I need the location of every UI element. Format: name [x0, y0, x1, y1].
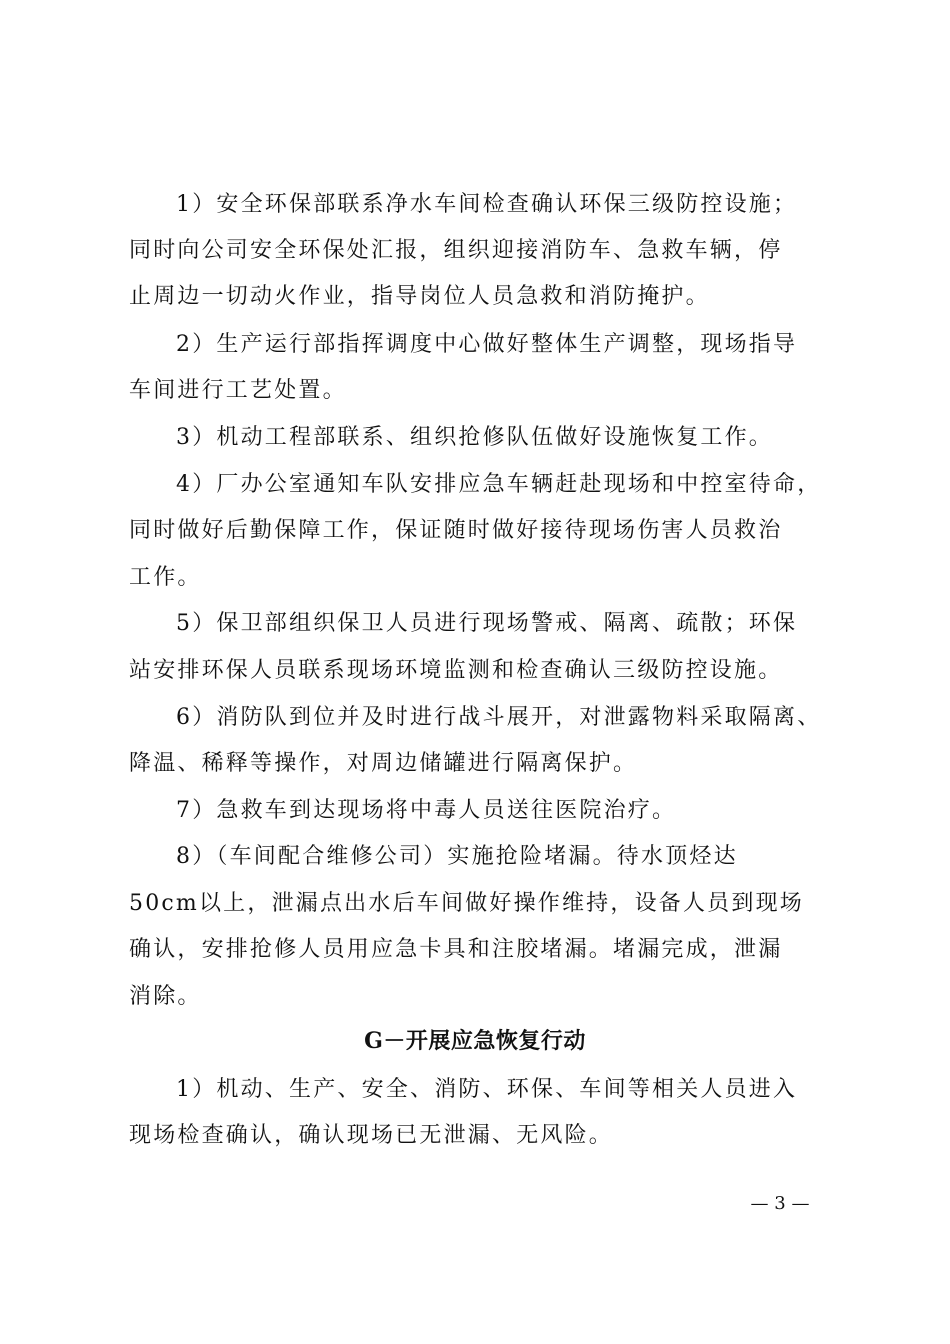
- item-6-line-1: 6）消防队到位并及时进行战斗展开，对泄露物料采取隔离、: [176, 705, 822, 730]
- item-8-line-3: 确认，安排抢修人员用应急卡具和注胶堵漏。堵漏完成，泄漏: [129, 937, 783, 962]
- item-8-line-4: 消除。: [129, 984, 202, 1009]
- item-2-line-1: 2）生产运行部指挥调度中心做好整体生产调整，现场指导: [176, 332, 798, 357]
- item-3-line-1: 3）机动工程部联系、组织抢修队伍做好设施恢复工作。: [176, 425, 773, 450]
- item-1-line-1: 1）安全环保部联系净水车间检查确认环保三级防控设施；: [176, 192, 798, 217]
- section-g-heading: G－开展应急恢复行动: [364, 1028, 586, 1054]
- item-4-line-2: 同时做好后勤保障工作，保证随时做好接待现场伤害人员救治: [129, 518, 783, 543]
- item-1-line-3: 止周边一切动火作业，指导岗位人员急救和消防掩护。: [129, 284, 710, 309]
- page-number: — 3 —: [750, 1193, 810, 1214]
- item-1-line-2: 同时向公司安全环保处汇报，组织迎接消防车、急救车辆，停: [129, 238, 783, 263]
- g-item-1-line-1: 1）机动、生产、安全、消防、环保、车间等相关人员进入: [176, 1077, 798, 1102]
- item-7-line-1: 7）急救车到达现场将中毒人员送往医院治疗。: [176, 798, 677, 823]
- item-5-line-2: 站安排环保人员联系现场环境监测和检查确认三级防控设施。: [129, 658, 783, 683]
- item-2-line-2: 车间进行工艺处置。: [129, 378, 347, 403]
- item-8-line-1: 8）（车间配合维修公司）实施抢险堵漏。待水顶烃达: [176, 844, 738, 869]
- item-4-line-1: 4）厂办公室通知车队安排应急车辆赶赴现场和中控室待命，: [176, 472, 822, 497]
- g-item-1-line-2: 现场检查确认，确认现场已无泄漏、无风险。: [129, 1123, 614, 1148]
- item-8-line-2: 50cm以上，泄漏点出水后车间做好操作维持，设备人员到现场: [129, 891, 804, 916]
- item-6-line-2: 降温、稀释等操作，对周边储罐进行隔离保护。: [129, 751, 638, 776]
- item-4-line-3: 工作。: [129, 565, 202, 590]
- item-5-line-1: 5）保卫部组织保卫人员进行现场警戒、隔离、疏散；环保: [176, 611, 798, 636]
